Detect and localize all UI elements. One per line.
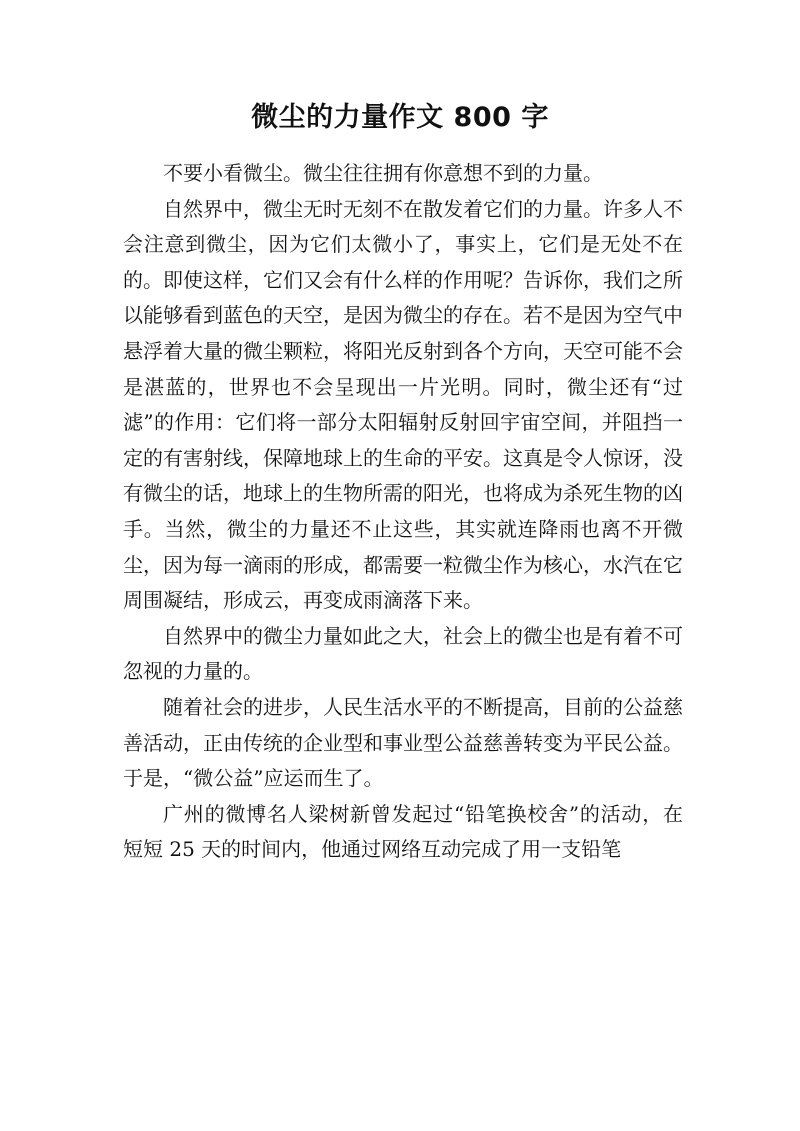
paragraph-2: 自然界中，微尘无时无刻不在散发着它们的力量。许多人不会注意到微尘，因为它们太微小了，事实上，它们是无处不在的。即使这样，它们又会有什么样的作用呢？告诉你，我们之所以能够看到蓝色的天空，是因为微尘的存在。若不是因为空气中悬浮着大量的微尘颗粒，将阳光反射到各个方向，天空可能不会是湛蓝的，世界也不会呈现出一片光明。同时，微尘还有“过滤”的作用：它们将一部分太阳辐射反射回宇宙空间，并阻挡一定的有害射线，保障地球上的生命的平安。这真是令人惊讶，没有微尘的话，地球上的生物所需的阳光，也将成为杀死生物的凶手。当然，微尘的力量还不止这些，其实就连降雨也离不开微尘，因为每一滴雨的形成，都需要一粒微尘作为核心，水汽在它周围凝结，形成云，再变成雨滴落下来。 [123,196,683,613]
document-body [123,156,683,868]
paragraph-1: 不要小看微尘。微尘往往拥有你意想不到的力量。 [163,161,603,185]
document-title: 微尘的力量作文 800 字 [251,102,549,133]
paragraph-4: 随着社会的进步，人民生活水平的不断提高，目前的公益慈善活动，正由传统的企业型和事业型公益慈善转变为平民公益。于是，“微公益”应运而生了。 [123,694,683,791]
paragraph-3: 自然界中的微尘力量如此之大，社会上的微尘也是有着不可忽视的力量的。 [123,623,683,684]
paragraph-5: 广州的微博名人梁树新曾发起过“铅笔换校舍”的活动，在短短 25 天的时间内，他通过网络互动完成了用一支铅笔 [123,801,683,862]
